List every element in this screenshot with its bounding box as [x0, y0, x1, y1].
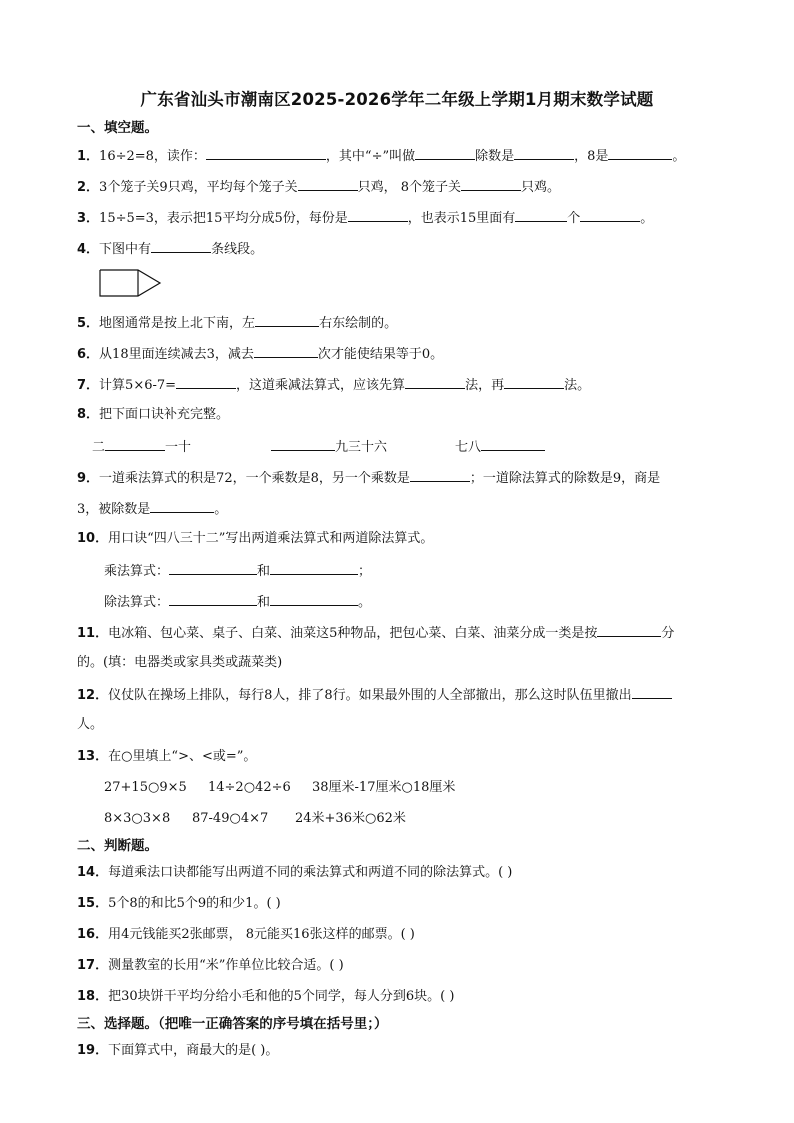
answer-blank[interactable]	[597, 623, 661, 637]
answer-blank[interactable]	[176, 375, 236, 389]
question-10: 10．用口诀“四八三十二”写出两道乘法算式和两道除法算式。	[77, 531, 434, 546]
section-fill-blank: 一、填空题。	[77, 120, 158, 136]
question-15: 15．5个8的和比5个9的和少1。( )	[77, 896, 281, 911]
compare-item: 87-49○4×7	[192, 811, 269, 826]
section-true-false: 二、判断题。	[77, 838, 158, 854]
compare-item: 38厘米-17厘米○18厘米	[312, 780, 456, 795]
division-formulas: 除法算式： 和 。	[104, 592, 371, 612]
question-4: 4．下图中有 条线段。	[77, 239, 263, 259]
answer-blank[interactable]	[348, 208, 408, 222]
section-multiple-choice: 三、选择题。（把唯一正确答案的序号填在括号里；）	[77, 1016, 388, 1032]
answer-blank[interactable]	[298, 177, 358, 191]
question-17: 17．测量教室的长用“米”作单位比较合适。( )	[77, 958, 344, 973]
compare-item: 14÷2○42÷6	[208, 780, 291, 795]
question-2: 2．3个笼子关9只鸡，平均每个笼子关 只鸡， 8个笼子关 只鸡。	[77, 177, 560, 197]
question-16: 16．用4元钱能买2张邮票， 8元能买16张这样的邮票。( )	[77, 927, 415, 942]
page-title: 广东省汕头市潮南区2025-2026学年二年级上学期1月期末数学试题	[140, 90, 654, 109]
answer-blank[interactable]	[169, 592, 257, 606]
proverb-blank-3: 七八	[455, 437, 545, 457]
question-7: 7．计算5×6-7= ，这道乘减法算式，应该先算 法，再 法。	[77, 375, 590, 395]
question-1: 1．16÷2=8，读作： ，其中“÷”叫做 除数是 ，8是 。	[77, 146, 685, 166]
question-13: 13．在○里填上“>、<或=”。	[77, 749, 257, 764]
question-3: 3．15÷5=3，表示把15平均分成5份，每份是 ，也表示15里面有 个 。	[77, 208, 653, 228]
compare-item: 27+15○9×5	[104, 780, 187, 795]
answer-blank[interactable]	[169, 561, 257, 575]
question-14: 14．每道乘法口诀都能写出两道不同的乘法算式和两道不同的除法算式。( )	[77, 865, 513, 880]
question-11: 11．电冰箱、包心菜、桌子、白菜、油菜这5种物品，把包心菜、白菜、油菜分成一类是按 分	[77, 623, 674, 643]
question-9-cont: 3，被除数是 。	[77, 499, 227, 519]
question-19: 19．下面算式中，商最大的是( )。	[77, 1043, 279, 1058]
proverb-blank-2: 九三十六	[271, 437, 387, 457]
compare-item: 8×3○3×8	[104, 811, 171, 826]
question-11-cont: 的。(填：电器类或家具类或蔬菜类)	[77, 655, 283, 670]
answer-blank[interactable]	[415, 146, 475, 160]
question-12: 12．仪仗队在操场上排队，每行8人，排了8行。如果最外围的人全部撤出，那么这时队伍里撤出	[77, 685, 672, 705]
answer-blank[interactable]	[504, 375, 564, 389]
answer-blank[interactable]	[270, 592, 358, 606]
answer-blank[interactable]	[270, 561, 358, 575]
answer-blank[interactable]	[405, 375, 465, 389]
pentagon-figure	[98, 268, 162, 300]
answer-blank[interactable]	[150, 499, 214, 513]
answer-blank[interactable]	[151, 239, 211, 253]
answer-blank[interactable]	[255, 313, 319, 327]
multiplication-formulas: 乘法算式： 和 ；	[104, 561, 371, 581]
answer-blank[interactable]	[515, 208, 567, 222]
question-18: 18．把30块饼干平均分给小毛和他的5个同学，每人分到6块。( )	[77, 989, 455, 1004]
answer-blank[interactable]	[410, 468, 470, 482]
question-9: 9．一道乘法算式的积是72，一个乘数是8，另一个乘数是 ；一道除法算式的除数是9，商是	[77, 468, 660, 488]
proverb-blank-1: 二 一十	[92, 437, 191, 457]
answer-blank[interactable]	[105, 437, 165, 451]
answer-blank[interactable]	[608, 146, 672, 160]
answer-blank[interactable]	[271, 437, 335, 451]
compare-item: 24米+36米○62米	[295, 811, 406, 826]
question-5: 5．地图通常是按上北下南，左 右东绘制的。	[77, 313, 397, 333]
answer-blank[interactable]	[206, 146, 326, 160]
question-6: 6．从18里面连续减去3，减去 次才能使结果等于0。	[77, 344, 443, 364]
question-12-cont: 人。	[77, 717, 104, 732]
question-8: 8．把下面口诀补充完整。	[77, 407, 230, 422]
answer-blank[interactable]	[461, 177, 521, 191]
answer-blank[interactable]	[254, 344, 318, 358]
answer-blank[interactable]	[514, 146, 574, 160]
answer-blank[interactable]	[481, 437, 545, 451]
answer-blank[interactable]	[632, 685, 672, 699]
answer-blank[interactable]	[580, 208, 640, 222]
